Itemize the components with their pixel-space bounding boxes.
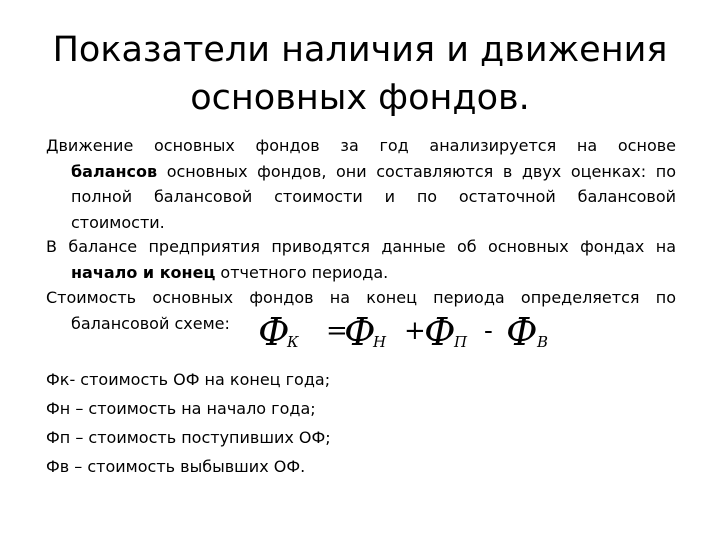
- formula-symbol-f: Ф: [506, 310, 538, 354]
- formula-symbol-f: Ф: [424, 310, 456, 354]
- paragraph-line: [46, 159, 676, 185]
- paragraph-balances: [46, 133, 676, 235]
- formula-symbol-f: Ф: [344, 310, 376, 354]
- bold-term-balances: балансов: [71, 161, 158, 181]
- formula-subscript-k: К: [287, 333, 299, 351]
- paragraph-line: балансовой схеме:: [71, 313, 230, 333]
- slide-title: [0, 26, 720, 122]
- formula-minus: -: [484, 316, 493, 346]
- formula-plus: +: [404, 316, 426, 346]
- formula-subscript-n: Н: [373, 333, 387, 351]
- paragraph-line: [46, 260, 676, 286]
- balance-formula: [258, 307, 568, 359]
- paragraph-line: стоимости.: [71, 212, 165, 232]
- paragraph-line: Движение основных фондов за год анализируется на основе: [46, 136, 676, 155]
- paragraph-text: основных фондов, они составляются в двух оценках: по: [157, 161, 676, 181]
- definition-fv: Фв – стоимость выбывших ОФ.: [46, 457, 306, 476]
- title-line-2: основных фондов.: [190, 78, 530, 118]
- formula-equals: =: [326, 316, 348, 346]
- formula-subscript-v: В: [537, 333, 549, 351]
- definition-fp: Фп – стоимость поступивших ОФ;: [46, 428, 331, 447]
- definition-fk: Фк- стоимость ОФ на конец года;: [46, 370, 331, 389]
- paragraph-text: отчетного периода.: [215, 262, 389, 282]
- paragraph-period: [46, 234, 676, 285]
- paragraph-line: В балансе предприятия приводятся данные об основных фондах на: [46, 237, 676, 256]
- paragraph-line: полной балансовой стоимости и по остаточной балансовой: [71, 187, 676, 206]
- formula-symbol-f: Ф: [258, 310, 290, 354]
- paragraph-line: Стоимость основных фондов на конец периода определяется по: [46, 288, 676, 307]
- bold-term-period: начало и конец: [71, 262, 216, 282]
- title-line-1: Показатели наличия и движения: [52, 30, 668, 70]
- definition-fn: Фн – стоимость на начало года;: [46, 399, 316, 418]
- formula-subscript-p: П: [454, 333, 468, 351]
